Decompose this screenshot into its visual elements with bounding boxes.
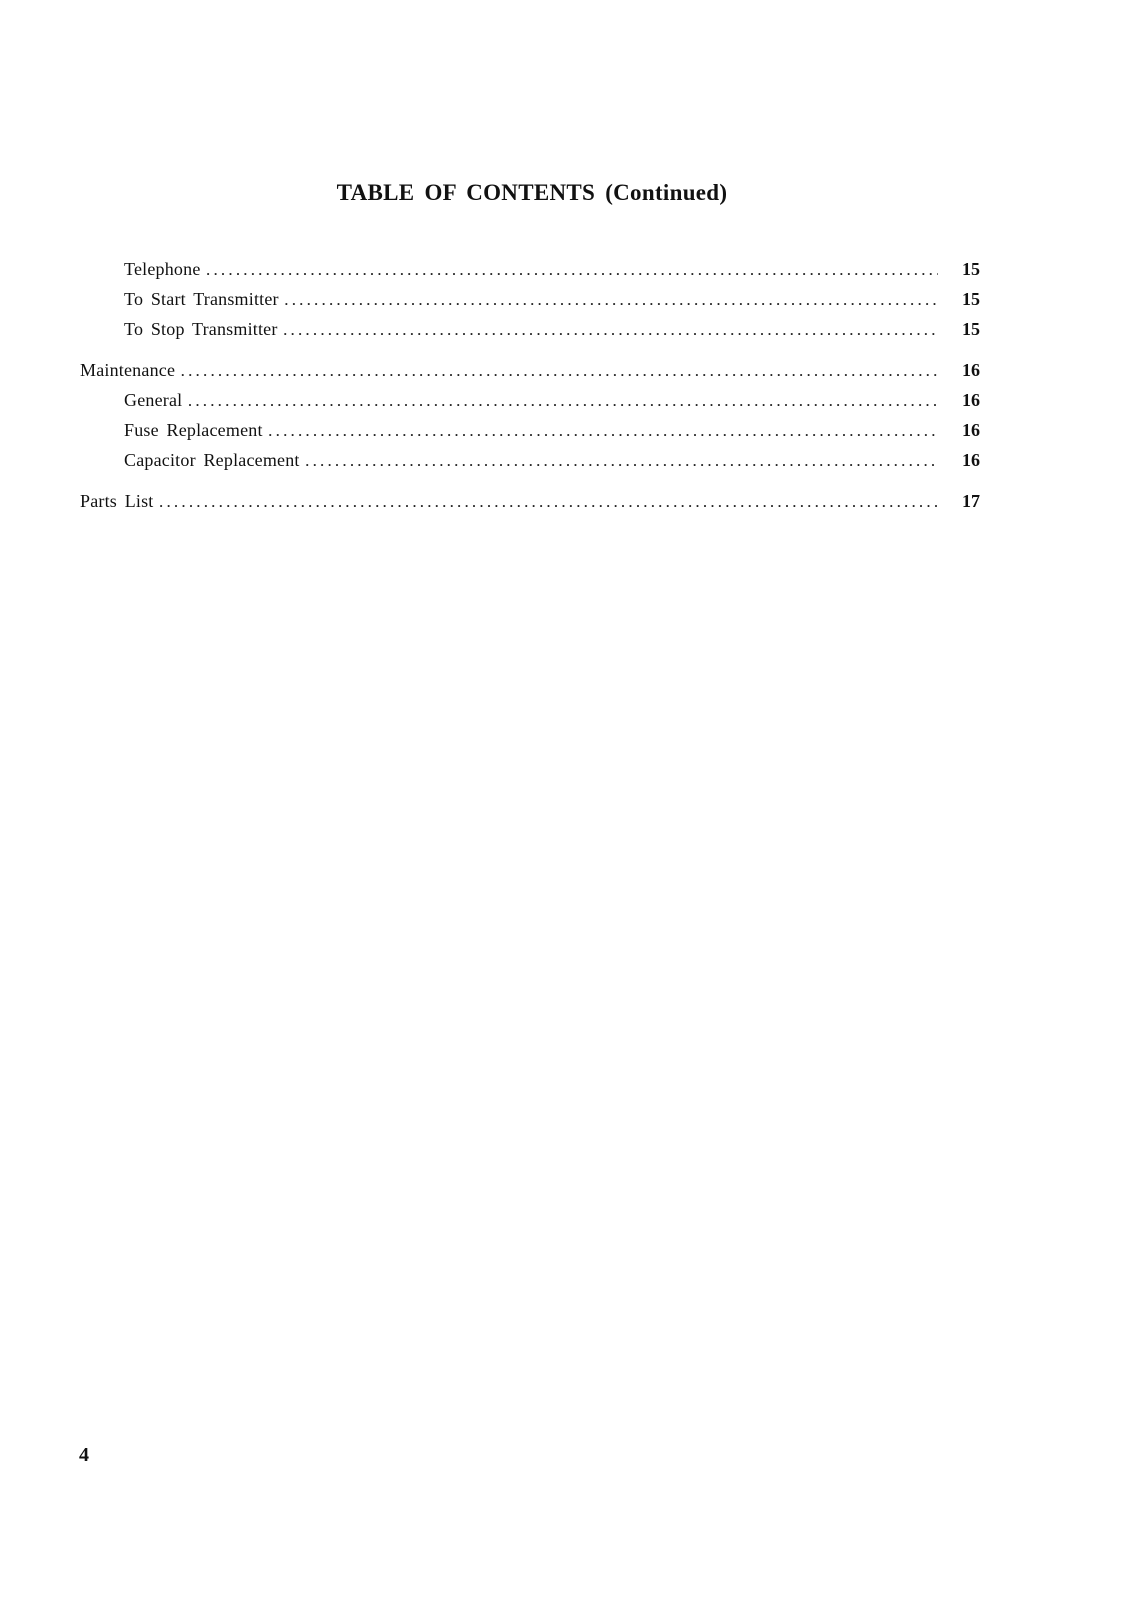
toc-entry-page-number: 16 [962, 450, 980, 470]
dot-leader [269, 417, 938, 447]
dot-leader [160, 488, 938, 518]
toc-entry-page-number: 15 [962, 289, 980, 309]
table-of-contents [80, 254, 980, 527]
dot-leader [306, 447, 938, 477]
toc-entry-label: To Start Transmitter [124, 289, 279, 309]
toc-entry-page-number: 15 [962, 319, 980, 339]
toc-entry-fuse-replacement[interactable] [80, 415, 980, 445]
dot-leader [284, 316, 938, 346]
toc-entry-page-number: 16 [962, 420, 980, 440]
toc-entry-label: Parts List [80, 491, 154, 511]
toc-entry-page-number: 16 [962, 390, 980, 410]
toc-entry-maintenance[interactable] [80, 355, 980, 385]
toc-entry-to-start-transmitter[interactable] [80, 284, 980, 314]
toc-entry-page-number: 15 [962, 259, 980, 279]
toc-entry-page-number: 17 [962, 491, 980, 511]
dot-leader [181, 357, 938, 387]
toc-entry-capacitor-replacement[interactable] [80, 445, 980, 475]
toc-entry-label: Telephone [124, 259, 201, 279]
dot-leader [285, 286, 938, 316]
toc-entry-label: Fuse Replacement [124, 420, 263, 440]
dot-leader [207, 256, 938, 286]
toc-group-operation-continued [80, 254, 980, 344]
toc-entry-telephone[interactable] [80, 254, 980, 284]
toc-group-maintenance [80, 355, 980, 475]
toc-entry-label: General [124, 390, 183, 410]
toc-entry-to-stop-transmitter[interactable] [80, 314, 980, 344]
toc-entry-page-number: 16 [962, 360, 980, 380]
page-number: 4 [79, 1444, 89, 1466]
toc-entry-general[interactable] [80, 385, 980, 415]
toc-entry-label: Capacitor Replacement [124, 450, 300, 470]
page-title: TABLE OF CONTENTS (Continued) [336, 180, 728, 205]
dot-leader [188, 387, 938, 417]
toc-entry-label: To Stop Transmitter [124, 319, 278, 339]
toc-entry-parts-list[interactable] [80, 486, 980, 516]
toc-group-parts-list [80, 486, 980, 516]
toc-entry-label: Maintenance [80, 360, 176, 380]
